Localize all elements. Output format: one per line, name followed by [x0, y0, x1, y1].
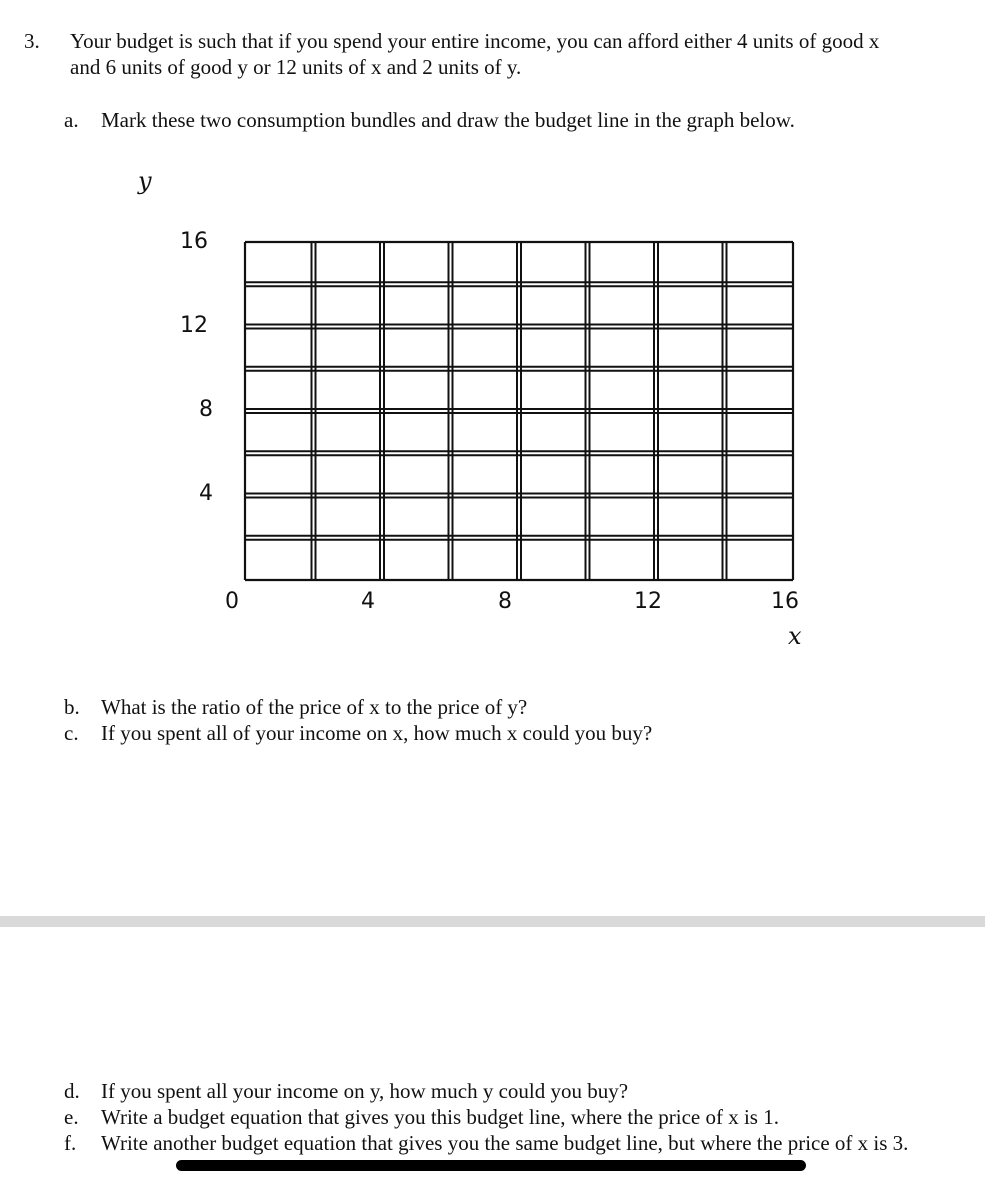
- y-tick-label: 12: [180, 313, 208, 338]
- y-axis-label: y: [138, 167, 152, 195]
- x-tick-label: 4: [361, 589, 375, 614]
- problem-line-1: Your budget is such that if you spend your entire income, you can afford either 4 units of good x: [70, 29, 880, 53]
- part-d-text: If you spent all your income on y, how much y could you buy?: [101, 1079, 629, 1103]
- x-axis-label: x: [788, 622, 802, 650]
- problem-number: 3.: [24, 29, 40, 53]
- part-a-marker: a.: [64, 108, 79, 132]
- x-tick-label: 16: [771, 589, 799, 614]
- part-f-marker: f.: [64, 1131, 77, 1155]
- x-tick-label: 12: [634, 589, 662, 614]
- part-f-text: Write another budget equation that gives you the same budget line, but where the price of x is 3.: [101, 1131, 909, 1155]
- problem-line-2: and 6 units of good y or 12 units of x and 2 units of y.: [70, 55, 522, 79]
- part-b-text: What is the ratio of the price of x to the price of y?: [101, 695, 528, 719]
- part-c-text: If you spent all of your income on x, how much x could you buy?: [101, 721, 653, 745]
- y-tick-label: 16: [180, 229, 208, 254]
- part-c-marker: c.: [64, 721, 79, 745]
- part-b-marker: b.: [64, 695, 80, 719]
- part-e-marker: e.: [64, 1105, 79, 1129]
- y-tick-label: 4: [199, 481, 213, 506]
- x-tick-label: 8: [498, 589, 512, 614]
- x-tick-label: 0: [225, 589, 239, 614]
- page-divider: [0, 916, 985, 927]
- home-indicator-bar[interactable]: [176, 1160, 806, 1171]
- part-d-marker: d.: [64, 1079, 80, 1103]
- part-e-text: Write a budget equation that gives you this budget line, where the price of x is 1.: [101, 1105, 779, 1129]
- y-tick-label: 8: [199, 397, 213, 422]
- part-a-text: Mark these two consumption bundles and draw the budget line in the graph below.: [101, 108, 795, 132]
